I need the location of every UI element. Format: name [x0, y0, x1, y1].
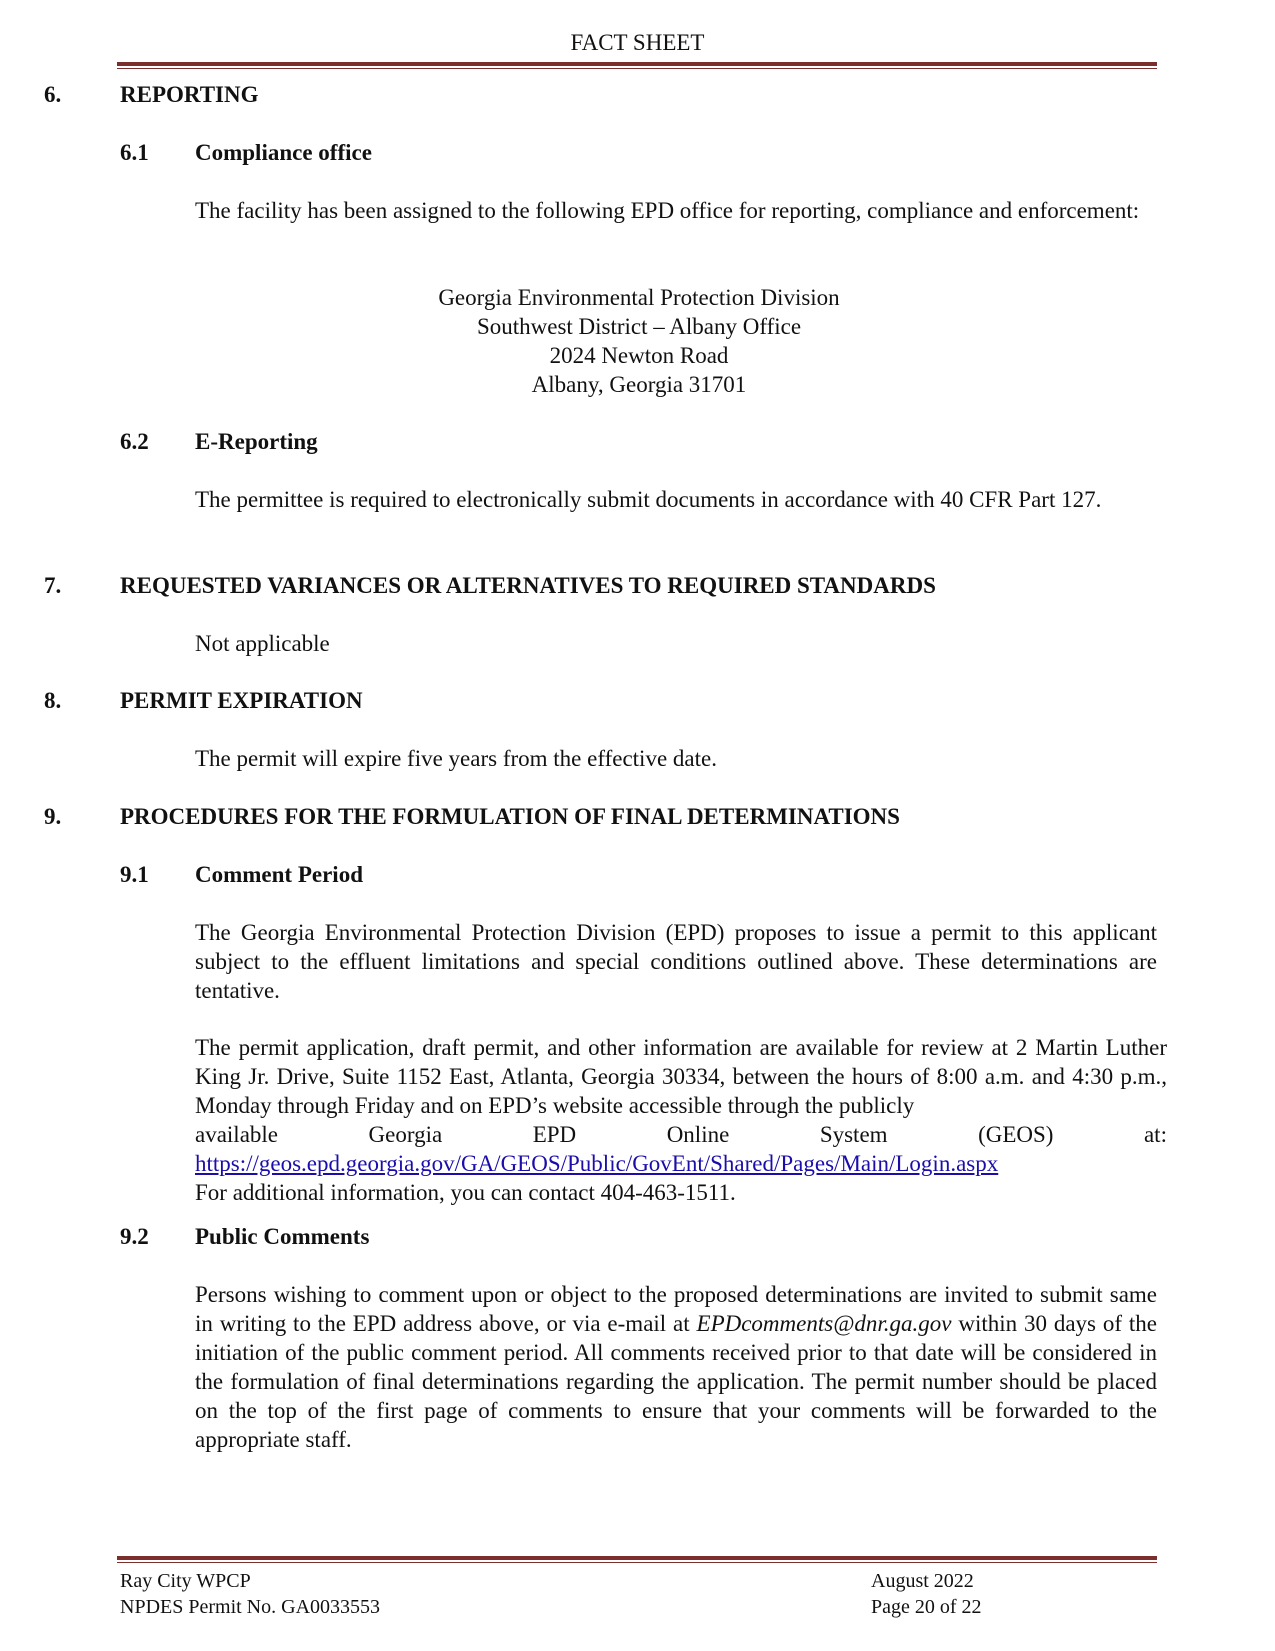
section-9-1-paragraph-2: [195, 1033, 1167, 1207]
geos-word: EPD: [532, 1122, 577, 1147]
footer-page-number: Page 20 of 22: [871, 1596, 982, 1618]
section-9-1-title: Comment Period: [195, 862, 363, 887]
review-info-paragraph: The permit application, draft permit, and other information are available for review at 2 Martin Luther King Jr. Drive, Suite 1152 East, Atlanta, Georgia 30334, between the hours of 8:00 a.m. and 4:30 p.m., Monday through Friday and on EPD’s website accessible through the publicly: [195, 1035, 1167, 1118]
geos-word: Georgia: [368, 1122, 443, 1147]
comment-period-paragraph: The Georgia Environmental Protection Division (EPD) proposes to issue a permit to this applicant subject to the effluent limitations and special conditions outlined above. These determinations are tentative.: [195, 920, 1157, 1003]
section-7-title: REQUESTED VARIANCES OR ALTERNATIVES TO REQUIRED STANDARDS: [120, 573, 936, 598]
public-comments-text-a: Persons wishing to comment upon or object to the proposed determinations are invited to submit same in writing to the EPD address above, or via e-mail at: [195, 1282, 1157, 1336]
page-header-title: FACT SHEET: [570, 30, 705, 55]
section-6-title: REPORTING: [120, 82, 259, 107]
section-6-2-title: E-Reporting: [195, 429, 318, 454]
footer-left: [120, 1568, 380, 1620]
section-9-1-number: 9.1: [120, 862, 149, 887]
address-line-1: Georgia Environmental Protection Division: [438, 285, 840, 310]
geos-word: available: [195, 1122, 279, 1147]
footer-facility: Ray City WPCP: [120, 1570, 251, 1592]
section-6-1-text: [195, 196, 1157, 225]
section-7-number: 7.: [44, 573, 62, 598]
e-reporting-paragraph: The permittee is required to electronically submit documents in accordance with 40 CFR Part 127.: [195, 487, 1102, 512]
address-line-3: 2024 Newton Road: [549, 343, 729, 368]
section-8-title: PERMIT EXPIRATION: [120, 688, 363, 713]
footer-permit-number: NPDES Permit No. GA0033553: [120, 1596, 381, 1618]
address-line-2: Southwest District – Albany Office: [476, 314, 802, 339]
geos-word: (GEOS): [978, 1122, 1054, 1147]
compliance-office-paragraph: The facility has been assigned to the following EPD office for reporting, compliance and enforcement:: [195, 198, 1140, 223]
section-8-number: 8.: [44, 688, 62, 713]
section-7-text: Not applicable: [195, 631, 330, 656]
comments-email: EPDcomments@dnr.ga.gov: [696, 1311, 952, 1336]
section-9-2-text: [195, 1280, 1157, 1454]
section-6-number: 6.: [44, 82, 62, 107]
geos-word: at:: [1143, 1122, 1167, 1147]
section-9-2-number: 9.2: [120, 1224, 149, 1249]
section-6-1-title: Compliance office: [195, 140, 372, 165]
section-8-text: The permit will expire five years from the effective date.: [195, 746, 717, 771]
public-comments-paragraph: [195, 1280, 1157, 1454]
footer-rule: [117, 1556, 1157, 1563]
section-9-number: 9.: [44, 804, 62, 829]
section-6-1-number: 6.1: [120, 140, 149, 165]
address-line-4: Albany, Georgia 31701: [531, 372, 747, 397]
contact-info-line: For additional information, you can contact 404-463-1511.: [195, 1180, 736, 1205]
footer-date: August 2022: [871, 1570, 974, 1592]
geos-word: Online: [666, 1122, 730, 1147]
geos-login-link[interactable]: https://geos.epd.georgia.gov/GA/GEOS/Public/GovEnt/Shared/Pages/Main/Login.aspx: [195, 1151, 999, 1176]
section-9-2-title: Public Comments: [195, 1224, 370, 1249]
public-comments-text-b: within 30 days of the initiation of the public comment period. All comments received prior to that date will be considered in the formulation of final determinations regarding the application. The permit number should be placed on the top of the first page of comments to ensure that your comments will be forwarded to the appropriate staff.: [195, 1311, 1157, 1452]
geos-line: [195, 1120, 1167, 1149]
footer-right: [871, 1568, 982, 1620]
section-9-1-paragraph-1: [195, 918, 1157, 1005]
compliance-office-address: [195, 283, 1083, 399]
section-9-title: PROCEDURES FOR THE FORMULATION OF FINAL DETERMINATIONS: [120, 804, 900, 829]
header-rule: [117, 62, 1157, 69]
geos-word: System: [819, 1122, 888, 1147]
section-6-2-text: [195, 485, 1157, 514]
section-6-2-number: 6.2: [120, 429, 149, 454]
